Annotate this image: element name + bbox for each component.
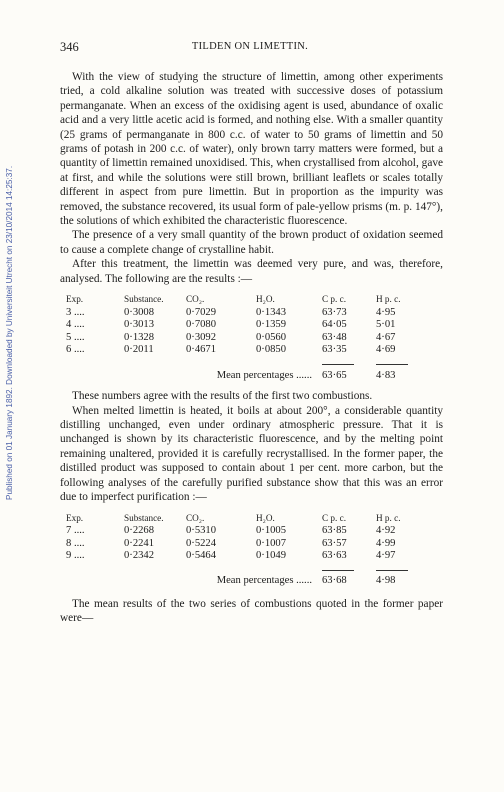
cell-h2o: 0·1007 [256, 537, 287, 549]
paragraph: With the view of studying the structure of limettin, among other experiments tried, a cold alkaline solution was treated with successive doses of potassium permanganate. When an excess of the oxidising agent is used, abundance of oxalic acid and a very little acetic acid is formed, and nothing else. With a smaller quantity (25 grams of permanganate in 800 c.c. of water to 50 grams of limettin and 50 grams of potash in 200 c.c. of water), only brown tarry matters were formed, but a quantity of limettin remained unoxidised. This, when crystallised from alcohol, gave at first, and while the solutions were still brown, brilliant leaflets or scales totally different in aspect from pure limettin. But in proportion as the impurity was removed, the substance recovered, its usual form of pale-yellow prisms (m. p. 147°), the solutions of which exhibited the characteristic fluorescence. [60, 71, 443, 228]
cell-substance: 0·2268 [124, 525, 155, 537]
mean-label: Mean percentages ...... [216, 369, 312, 381]
table-header-row [66, 512, 426, 526]
cell-c-percent: 63·57 [322, 537, 347, 549]
cell-co2: 0·7080 [186, 319, 217, 331]
download-watermark [2, 105, 16, 500]
page-header [60, 40, 440, 60]
paragraph: After this treatment, the limettin was deemed very pure, and was, therefore, analysed. The following are the results :— [60, 258, 443, 285]
cell-exp: 9 .... [66, 550, 85, 562]
cell-h-percent: 4·69 [376, 344, 396, 356]
cell-c-percent: 64·05 [322, 319, 347, 331]
cell-h-percent: 4·92 [376, 525, 396, 537]
paragraph: The presence of a very small quantity of the brown product of oxidation seemed to cause a complete change of crystalline habit. [60, 229, 443, 256]
download-watermark-text: Published on 01 January 1892. Downloaded by Universiteit Utrecht on 23/10/2014 14:25:37. [5, 165, 14, 500]
table-row [66, 307, 426, 320]
header-co2: CO₂. [186, 294, 205, 305]
combustion-table-1 [66, 293, 426, 382]
cell-c-percent: 63·63 [322, 550, 347, 562]
cell-co2: 0·7029 [186, 306, 217, 318]
page-number: 346 [60, 40, 79, 54]
cell-substance: 0·1328 [124, 331, 155, 343]
cell-exp: 6 .... [66, 344, 85, 356]
cell-c-percent: 63·35 [322, 344, 347, 356]
header-substance: Substance. [124, 294, 164, 305]
cell-co2: 0·3092 [186, 331, 217, 343]
table-row [66, 550, 426, 563]
cell-exp: 4 .... [66, 319, 85, 331]
sum-rule [322, 357, 376, 370]
paragraph: When melted limettin is heated, it boils at about 200°, a considerable quantity distilling unchanged, even under ordinary atmospheric pressure. That it is unchanged is shown by its characteristic fluorescence, and by the melting point remaining unaltered, provided it is carefully recrystallised. In the former paper, the distilled product was supposed to contain about 1 per cent. more carbon, but the following analyses of the carefully purified substance show that this was an error due to imperfect purification :— [60, 404, 443, 504]
cell-substance: 0·2011 [124, 344, 154, 356]
table-row [66, 525, 426, 538]
paragraph: The mean results of the two series of combustions quoted in the former paper were— [60, 598, 443, 625]
header-h2o: H₂O. [256, 512, 275, 523]
cell-h2o: 0·1005 [256, 525, 287, 537]
mean-c-percent: 63·65 [322, 369, 347, 381]
header-exp: Exp. [66, 512, 84, 523]
mean-row [66, 575, 426, 588]
header-h-percent: H p. c. [376, 512, 401, 523]
cell-h2o: 0·1049 [256, 550, 287, 562]
cell-h-percent: 4·99 [376, 537, 396, 549]
cell-co2: 0·5224 [186, 537, 217, 549]
table-row [66, 319, 426, 332]
cell-substance: 0·2241 [124, 537, 155, 549]
cell-h-percent: 4·67 [376, 331, 396, 343]
cell-exp: 8 .... [66, 537, 85, 549]
table-header-row [66, 293, 426, 307]
cell-h2o: 0·1343 [256, 306, 287, 318]
header-h-percent: H p. c. [376, 294, 401, 305]
sum-rule [376, 357, 426, 370]
mean-h-percent: 4·98 [376, 575, 396, 587]
header-h2o: H₂O. [256, 294, 275, 305]
mean-label: Mean percentages ...... [216, 575, 312, 587]
table-row [66, 344, 426, 357]
header-exp: Exp. [66, 294, 84, 305]
cell-substance: 0·3013 [124, 319, 155, 331]
mean-h-percent: 4·83 [376, 369, 396, 381]
mean-c-percent: 63·68 [322, 575, 347, 587]
cell-co2: 0·5464 [186, 550, 217, 562]
cell-h-percent: 5·01 [376, 319, 396, 331]
header-c-percent: C p. c. [322, 512, 346, 523]
running-title: TILDEN ON LIMETTIN. [191, 41, 309, 52]
cell-h-percent: 4·97 [376, 550, 396, 562]
cell-c-percent: 63·73 [322, 306, 347, 318]
cell-h-percent: 4·95 [376, 306, 396, 318]
cell-exp: 7 .... [66, 525, 85, 537]
cell-co2: 0·5310 [186, 525, 217, 537]
cell-substance: 0·3008 [124, 306, 155, 318]
cell-h2o: 0·1359 [256, 319, 287, 331]
table-row [66, 538, 426, 551]
table-row [66, 332, 426, 345]
cell-exp: 5 .... [66, 331, 85, 343]
paragraph: These numbers agree with the results of the first two combustions. [72, 390, 373, 403]
sum-rule [322, 563, 376, 576]
cell-c-percent: 63·48 [322, 331, 347, 343]
rule-row [66, 357, 426, 370]
cell-substance: 0·2342 [124, 550, 155, 562]
header-c-percent: C p. c. [322, 294, 346, 305]
cell-exp: 3 .... [66, 306, 85, 318]
mean-row [66, 370, 426, 383]
cell-h2o: 0·0850 [256, 344, 287, 356]
sum-rule [376, 563, 426, 576]
rule-row [66, 563, 426, 576]
cell-co2: 0·4671 [186, 344, 217, 356]
article-body [60, 70, 443, 626]
header-substance: Substance. [124, 512, 164, 523]
header-co2: CO₂. [186, 512, 205, 523]
cell-c-percent: 63·85 [322, 525, 347, 537]
combustion-table-2 [66, 512, 426, 589]
cell-h2o: 0·0560 [256, 331, 287, 343]
